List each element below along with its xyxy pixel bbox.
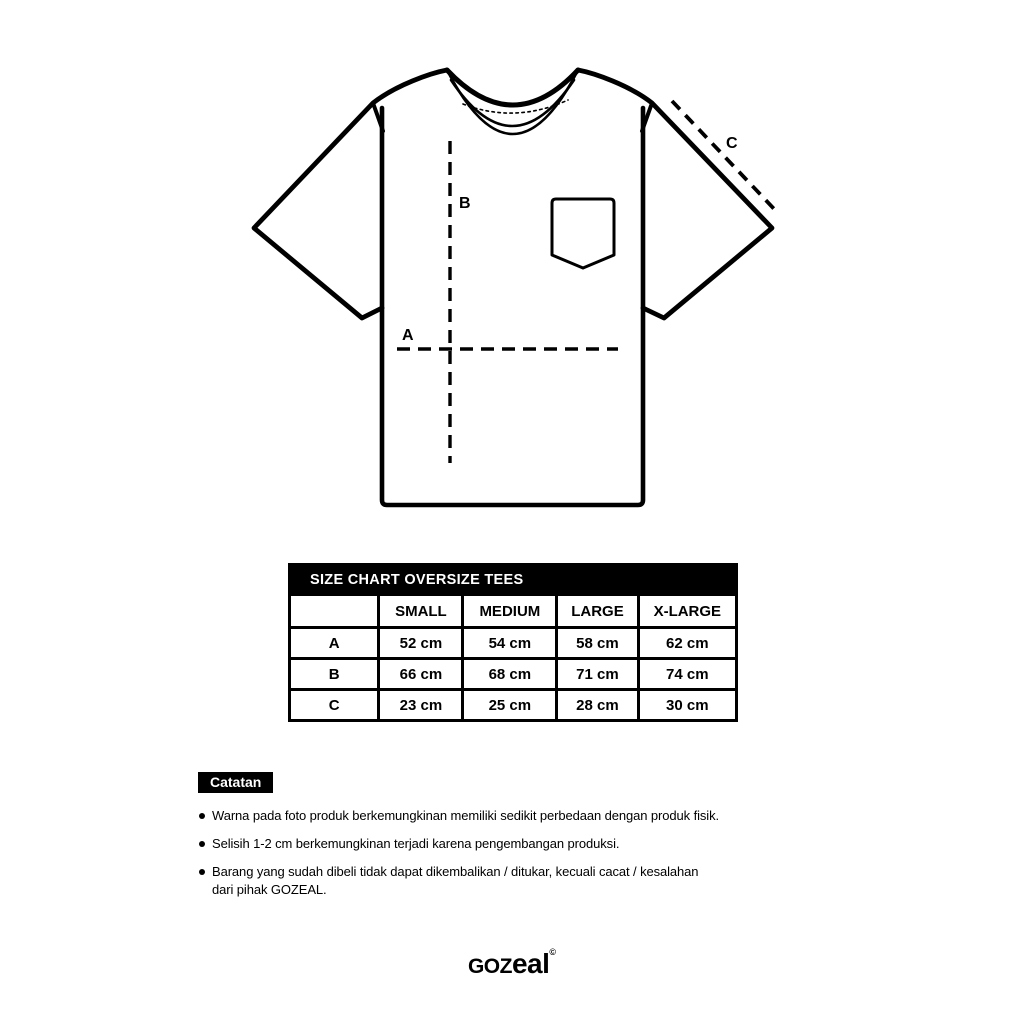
cell-value: 74 cm [638, 659, 736, 690]
note-text: Warna pada foto produk berkemungkinan memiliki sedikit perbedaan dengan produk fisik. [212, 808, 719, 823]
tshirt-left-sleeve [254, 70, 447, 318]
measure-label-a: A [402, 327, 414, 344]
measure-label-b: B [459, 195, 471, 212]
size-table [288, 563, 738, 722]
cell-value: 28 cm [557, 690, 638, 721]
bullet-icon [199, 841, 205, 847]
col-header-large: LARGE [557, 595, 638, 628]
table-row-b [290, 659, 737, 690]
row-label: C [290, 690, 379, 721]
measure-label-c: C [726, 135, 738, 152]
cell-value: 62 cm [638, 628, 736, 659]
bullet-icon [199, 813, 205, 819]
row-label: B [290, 659, 379, 690]
brand-logo [0, 947, 1024, 980]
size-table-header-row [290, 595, 737, 628]
notes-list [198, 807, 722, 899]
chest-pocket [552, 199, 614, 268]
brand-logo-caps: GOZ [467, 955, 512, 978]
notes-title: Catatan [198, 772, 273, 793]
col-header-xlarge: X-LARGE [638, 595, 736, 628]
note-text: Barang yang sudah dibeli tidak dapat dikembalikan / ditukar, kecuali cacat / kesalahan dari pihak GOZEAL. [212, 864, 699, 897]
tshirt-right-sleeve [578, 70, 772, 318]
notes-section [198, 772, 758, 909]
cell-value: 68 cm [463, 659, 557, 690]
copyright-icon: © [549, 947, 557, 957]
table-row-a [290, 628, 737, 659]
note-text: Selisih 1-2 cm berkemungkinan terjadi karena pengembangan produksi. [212, 836, 620, 851]
bullet-icon [199, 869, 205, 875]
cell-value: 71 cm [557, 659, 638, 690]
measure-line-c [672, 101, 777, 212]
list-item [198, 863, 722, 899]
cell-value: 23 cm [379, 690, 463, 721]
table-row-c [290, 690, 737, 721]
cell-value: 25 cm [463, 690, 557, 721]
list-item [198, 807, 722, 825]
col-header-medium: MEDIUM [463, 595, 557, 628]
size-table-title: SIZE CHART OVERSIZE TEES [288, 563, 738, 593]
brand-logo-lower: eal [511, 948, 550, 979]
cell-value: 52 cm [379, 628, 463, 659]
cell-value: 58 cm [557, 628, 638, 659]
col-header-small: SMALL [379, 595, 463, 628]
cell-value: 66 cm [379, 659, 463, 690]
row-label: A [290, 628, 379, 659]
tshirt-body-outline [382, 108, 643, 505]
list-item [198, 835, 722, 853]
size-table-grid [288, 593, 738, 722]
cell-value: 30 cm [638, 690, 736, 721]
cell-value: 54 cm [463, 628, 557, 659]
col-header-empty [290, 595, 379, 628]
